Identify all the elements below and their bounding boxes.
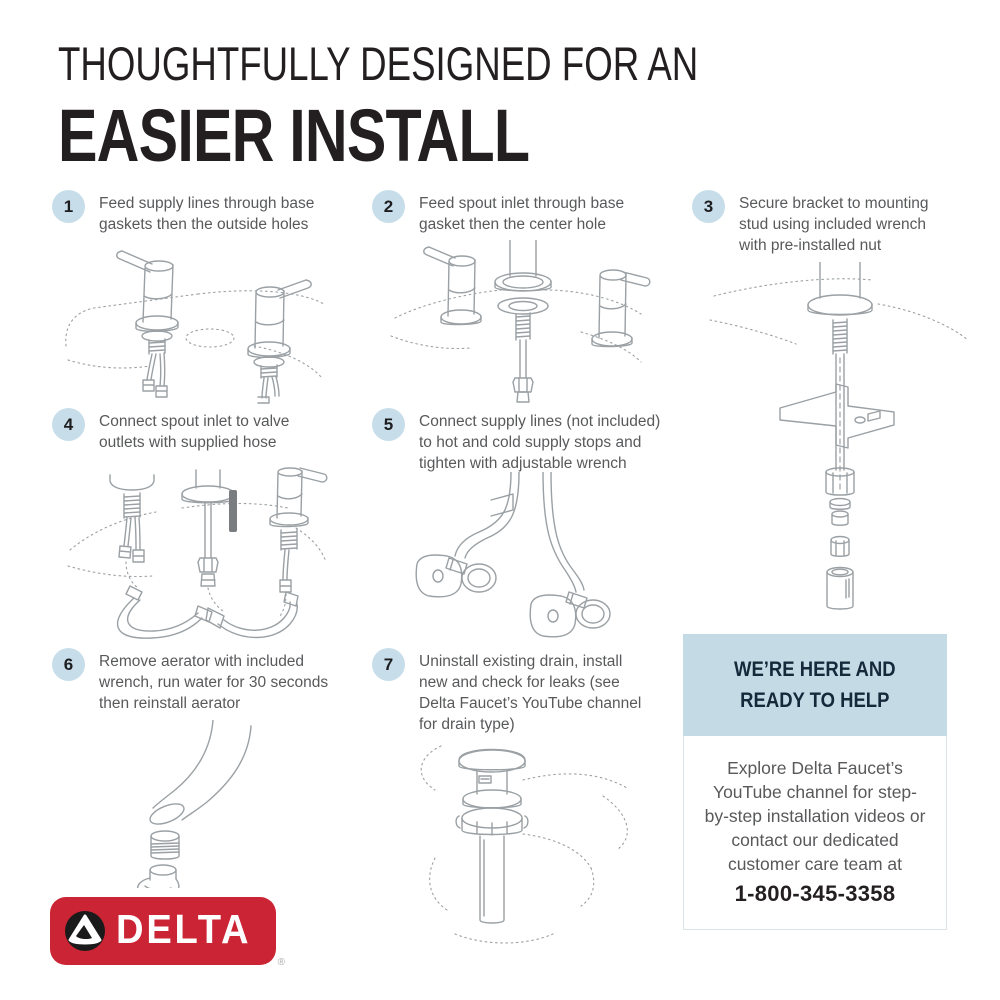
help-phone-number: 1-800-345-3358 [734, 881, 896, 906]
step-6 [52, 648, 351, 714]
step-7 [372, 648, 653, 735]
step-text: Secure bracket to mounting stud using included wrench with pre-installed nut [739, 195, 929, 254]
help-panel-header [683, 634, 947, 736]
illustration-supply-lines-through-holes [58, 246, 338, 404]
step-text: Uninstall existing drain, install new and check for leaks (see Delta Faucet’s YouTube channel for drain type) [419, 653, 642, 733]
step-text: Remove aerator with included wrench, run water for 30 seconds then reinstall aerator [99, 653, 329, 712]
title-kicker: THOUGHTFULLY DESIGNED FOR AN [58, 37, 699, 90]
delta-triangle-icon [63, 909, 107, 953]
step-number-badge: 2 [372, 190, 405, 223]
help-panel [683, 634, 947, 930]
step-number-badge: 1 [52, 190, 85, 223]
step-number-badge: 3 [692, 190, 725, 223]
step-number-badge: 4 [52, 408, 85, 441]
illustration-mounting-bracket [700, 262, 980, 614]
illustration-popup-drain [395, 738, 650, 956]
step-text: Feed supply lines through base gaskets then the outside holes [99, 195, 315, 233]
step-4 [52, 408, 321, 453]
illustration-supply-stops [395, 472, 645, 650]
help-header-line1: WE’RE HERE AND [734, 658, 896, 681]
illustration-aerator-wrench [85, 720, 320, 888]
help-text: Explore Delta Faucet’s YouTube channel for step-by-step installation videos or contact our dedicated customer care team at [704, 758, 926, 874]
step-text: Connect spout inlet to valve outlets with supplied hose [99, 413, 290, 451]
step-1 [52, 190, 321, 235]
step-text: Connect supply lines (not included) to hot and cold supply stops and tighten with adjustable wrench [419, 413, 661, 472]
step-3 [692, 190, 951, 256]
illustration-spout-hose-connections [60, 466, 340, 644]
step-text: Feed spout inlet through base gasket then the center hole [419, 195, 625, 233]
title-main: EASIER INSTALL [58, 94, 530, 177]
page-title [58, 36, 879, 178]
step-number-badge: 7 [372, 648, 405, 681]
registered-trademark: ® [277, 957, 285, 968]
step-number-badge: 5 [372, 408, 405, 441]
help-header-line2: READY TO HELP [740, 689, 890, 712]
delta-logo [50, 897, 285, 968]
step-2 [372, 190, 641, 235]
help-panel-body [683, 736, 947, 930]
delta-wordmark: DELTA [116, 906, 252, 952]
step-number-badge: 6 [52, 648, 85, 681]
illustration-spout-inlet-center-hole [383, 240, 653, 408]
step-5 [372, 408, 673, 474]
